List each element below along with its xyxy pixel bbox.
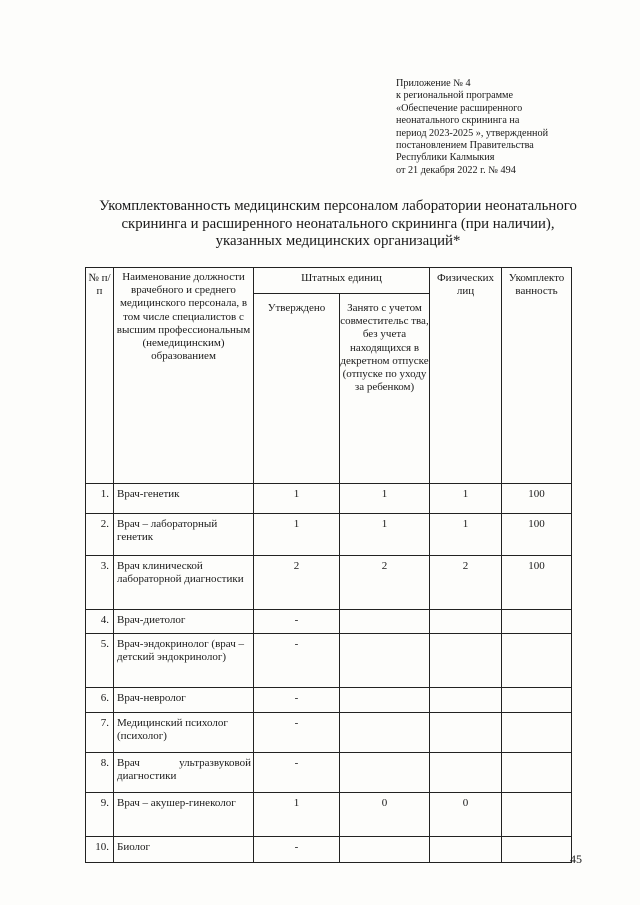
row-approved: 1 bbox=[254, 484, 340, 514]
row-approved: 1 bbox=[254, 793, 340, 837]
row-individuals: 0 bbox=[430, 793, 502, 837]
row-position: Врач ультразвуковой диагностики bbox=[114, 753, 254, 793]
row-approved: - bbox=[254, 837, 340, 863]
row-num: 10. bbox=[86, 837, 114, 863]
row-staffing: 100 bbox=[502, 484, 572, 514]
header-approved: Утверждено bbox=[254, 294, 340, 484]
row-staffing bbox=[502, 713, 572, 753]
row-occupied: 1 bbox=[340, 514, 430, 556]
row-occupied bbox=[340, 753, 430, 793]
row-position: Врач-невролог bbox=[114, 688, 254, 713]
appendix-line: Приложение № 4 bbox=[396, 78, 471, 89]
row-individuals bbox=[430, 610, 502, 634]
row-occupied bbox=[340, 837, 430, 863]
row-position: Врач – лабораторный генетик bbox=[114, 514, 254, 556]
title-line: указанных медицинских организаций* bbox=[215, 233, 461, 249]
row-approved: 1 bbox=[254, 514, 340, 556]
document-title bbox=[88, 198, 588, 251]
header-individuals: Физических лиц bbox=[430, 268, 502, 484]
row-occupied: 2 bbox=[340, 556, 430, 610]
table-row bbox=[86, 514, 572, 556]
row-num: 6. bbox=[86, 688, 114, 713]
table-row bbox=[86, 713, 572, 753]
table-row bbox=[86, 556, 572, 610]
row-individuals bbox=[430, 688, 502, 713]
row-approved: - bbox=[254, 688, 340, 713]
row-staffing bbox=[502, 837, 572, 863]
table-row bbox=[86, 484, 572, 514]
appendix-line: к региональной программе bbox=[396, 90, 514, 102]
row-position: Врач-диетолог bbox=[114, 610, 254, 634]
appendix-line: Республики Калмыкия bbox=[396, 152, 495, 164]
table-row bbox=[86, 634, 572, 688]
row-num: 1. bbox=[86, 484, 114, 514]
appendix-line: период 2023-2025 », утвержденной bbox=[396, 127, 549, 139]
row-occupied: 1 bbox=[340, 484, 430, 514]
row-position: Биолог bbox=[114, 837, 254, 863]
row-individuals bbox=[430, 634, 502, 688]
row-approved: - bbox=[254, 610, 340, 634]
table-row bbox=[86, 793, 572, 837]
row-staffing: 100 bbox=[502, 514, 572, 556]
row-position: Врач клинической лабораторной диагностики bbox=[114, 556, 254, 610]
header-num: № п/п bbox=[86, 268, 114, 484]
title-line: Укомплектованность медицинским персоналом лаборатории неонатального bbox=[99, 198, 577, 214]
row-num: 7. bbox=[86, 713, 114, 753]
row-individuals bbox=[430, 753, 502, 793]
row-num: 8. bbox=[86, 753, 114, 793]
row-individuals: 1 bbox=[430, 514, 502, 556]
row-approved: - bbox=[254, 753, 340, 793]
row-staffing bbox=[502, 793, 572, 837]
table-row bbox=[86, 837, 572, 863]
row-num: 5. bbox=[86, 634, 114, 688]
appendix-line: неонатального скрининга на bbox=[396, 115, 520, 127]
table-header-row bbox=[86, 268, 572, 294]
row-num: 9. bbox=[86, 793, 114, 837]
table-row bbox=[86, 753, 572, 793]
row-position: Врач – акушер-гинеколог bbox=[114, 793, 254, 837]
header-staffing: Укомплекто ванность bbox=[502, 268, 572, 484]
staffing-table bbox=[85, 267, 572, 863]
row-approved: - bbox=[254, 634, 340, 688]
row-num: 3. bbox=[86, 556, 114, 610]
table-row bbox=[86, 610, 572, 634]
row-individuals: 2 bbox=[430, 556, 502, 610]
appendix-line: от 21 декабря 2022 г. № 494 bbox=[396, 164, 516, 176]
row-occupied bbox=[340, 688, 430, 713]
appendix-note bbox=[396, 78, 596, 177]
row-occupied bbox=[340, 634, 430, 688]
row-staffing bbox=[502, 753, 572, 793]
row-staffing bbox=[502, 634, 572, 688]
row-individuals bbox=[430, 713, 502, 753]
header-position: Наименование должности врачебного и среднего медицинского персонала, в том числе специалистов с высшим профессиональным (немедицинским) образованием bbox=[114, 268, 254, 484]
row-position: Врач-генетик bbox=[114, 484, 254, 514]
row-approved: - bbox=[254, 713, 340, 753]
row-position: Врач-эндокринолог (врач – детский эндокринолог) bbox=[114, 634, 254, 688]
row-staffing bbox=[502, 610, 572, 634]
header-occupied: Занято с учетом совместительс тва, без учета находящихся в декретном отпуске (отпуске по уходу за ребенком) bbox=[340, 294, 430, 484]
row-approved: 2 bbox=[254, 556, 340, 610]
row-num: 4. bbox=[86, 610, 114, 634]
appendix-line: постановлением Правительства bbox=[396, 140, 534, 152]
row-position: Медицинский психолог (психолог) bbox=[114, 713, 254, 753]
row-occupied bbox=[340, 610, 430, 634]
row-num: 2. bbox=[86, 514, 114, 556]
title-line: скрининга и расширенного неонатального скрининга (при наличии), bbox=[121, 215, 555, 232]
row-individuals: 1 bbox=[430, 484, 502, 514]
row-staffing bbox=[502, 688, 572, 713]
row-occupied bbox=[340, 713, 430, 753]
row-occupied: 0 bbox=[340, 793, 430, 837]
page-number: 45 bbox=[570, 852, 582, 866]
row-staffing: 100 bbox=[502, 556, 572, 610]
header-staff-units: Штатных единиц bbox=[254, 268, 430, 294]
row-individuals bbox=[430, 837, 502, 863]
table-row bbox=[86, 688, 572, 713]
appendix-line: «Обеспечение расширенного bbox=[396, 102, 523, 114]
